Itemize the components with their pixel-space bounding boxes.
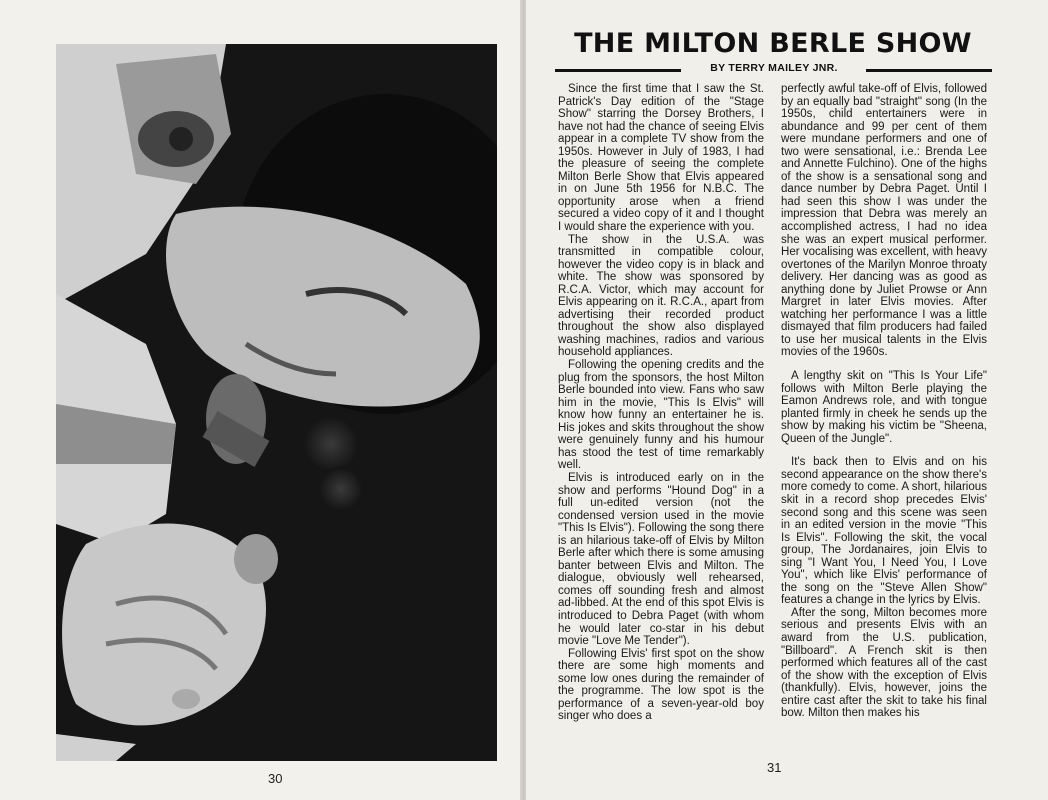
paragraph: After the song, Milton becomes more serious and presents Elvis with an award from the U.S. publication, "Billboard". A French skit is then performed which features all of the cast of the show with the exception of Elvis (thankfully). Elvis, however, joins the entire cast after the skit to take his final bow. Milton then makes his: [781, 606, 987, 720]
paragraph: Since the first time that I saw the St. Patrick's Day edition of the "Stage Show" starring the Dorsey Brothers, I have not had the chance of seeing Elvis appear in a complete TV show from the 1950s. However in July of 1983, I had the pleasure of seeing the complete Milton Berle Show that Elvis appeared in on June 5th 1956 for N.B.C. The opportunity arose when a friend secured a video copy of it and I thought I would share the experience with you.: [558, 83, 764, 234]
paragraph: perfectly awful take-off of Elvis, followed by an equally bad "straight" song (In the 1950s, child entertainers were in abundance and 99 per cent of them were mundane performers and one of two were sensational, i.e.: Brenda Lee and Annette Fulchino). One of the highs of the show is a sensational song and dance number by Debra Paget. Until I had seen this show I was under the impression that Debra was merely an accomplished actress, I had no idea she was an expert musical performer. Her vocalising was excellent, with heavy overtones of the Marilyn Monroe throaty delivery. Her dancing was as good as anything done by Juliet Prowse or Ann Margret in later Elvis movies. After watching her performance I was a little dismayed that film producers had failed to use her musical talents in the Elvis movies of the 1960s.: [781, 83, 987, 359]
paragraph: The show in the U.S.A. was transmitted in compatible colour, however the video copy is in black and white. The show was sponsored by R.C.A. Victor, which may account for Elvis appearing on it. R.C.A., apart from advertising their recorded product throughout the show also displayed washing machines, radios and various household appliances.: [558, 233, 764, 359]
byline-row: [555, 62, 991, 76]
paragraph: Following the opening credits and the plug from the sponsors, the host Milton Berle bounded into view. Fans who saw him in the movie, "This Is Elvis" will know how funny an entertainer he is. His jokes and skits throughout the show were genuinely funny and his humour has stood the test of time remarkably well.: [558, 359, 764, 472]
byline-rule-right: [866, 69, 992, 72]
elvis-photo-icon: [56, 44, 497, 761]
paragraph: Following Elvis' first spot on the show there are some high moments and some low ones during the remainder of the programme. The low spot is the performance of a seven-year-old boy singer who does a: [558, 647, 764, 723]
page-number-right: 31: [767, 760, 782, 775]
paragraph: Elvis is introduced early on in the show and performs "Hound Dog" in a full un-edited version (not the condensed version used in the movie "This Is Elvis"). Following the song there is an hilarious take-off of Elvis by Milton Berle after which there is some amusing banter between Elvis and Milton. The dialogue, obviously well rehearsed, comes off sounding fresh and almost ad-libbed. At the end of this spot Elvis is introduced to Debra Paget (with whom he would later co-star in his debut movie "Love Me Tender").: [558, 471, 764, 648]
byline-rule-left: [555, 69, 681, 72]
photo-illustration: [56, 44, 497, 761]
article-column-1: [558, 83, 764, 751]
article-column-2: [781, 83, 987, 751]
paragraph: A lengthy skit on "This Is Your Life" follows with Milton Berle playing the Eamon Andrews role, and with tongue planted firmly in cheek he sends up the show by making his victim be "Sheena, Queen of the Jungle".: [781, 370, 987, 445]
left-page: [0, 0, 522, 800]
article-byline: BY TERRY MAILEY JNR.: [710, 62, 838, 74]
page-number-left: 30: [268, 771, 283, 786]
paragraph: It's back then to Elvis and on his second appearance on the show there's more comedy to come. A short, hilarious skit in a record shop precedes Elvis' second song and this scene was seen in an edited version in the movie "This Is Elvis". Following the skit, the vocal group, The Jordanaires, join Elvis to sing "I Want You, I Need You, I Love You", which like Elvis' performance of the song on the "Steve Allen Show" features a change in the lyrics by Elvis.: [781, 456, 987, 607]
article-title: THE MILTON BERLE SHOW: [574, 28, 972, 59]
